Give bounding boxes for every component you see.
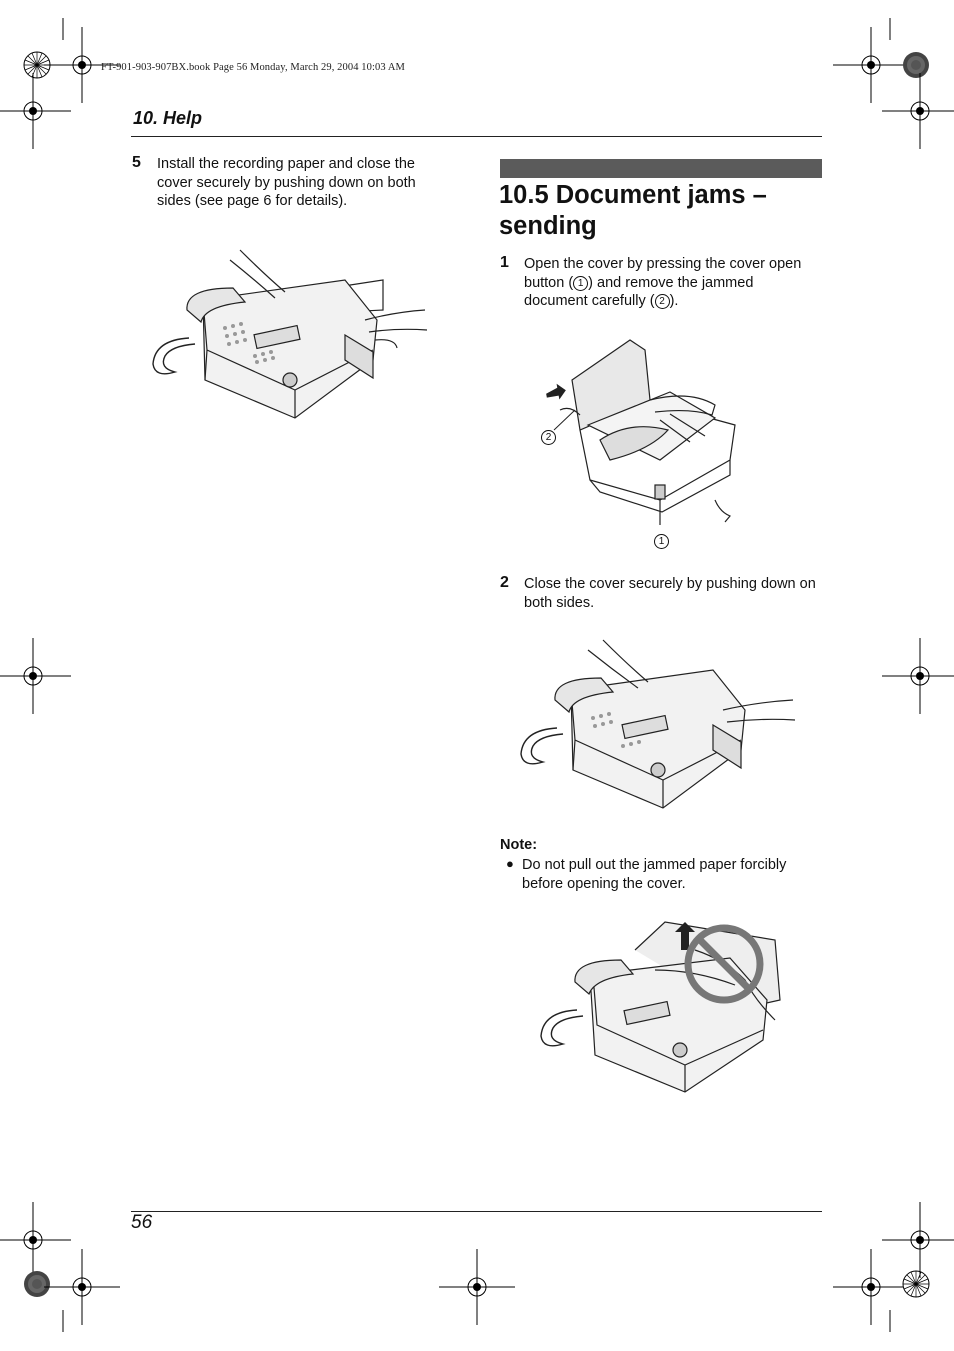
note-text [522,856,822,894]
step-5-text [157,155,457,211]
section-title: 10. Help [133,108,203,128]
header-rule [131,136,822,137]
figure-callout-1: 1 [654,532,669,550]
step-1-line: document carefully ( 2 ). [524,293,679,309]
callout-marker-2: 2 [655,294,670,309]
footer-rule [131,1211,822,1212]
note-line: before opening the cover. [522,876,686,892]
figure-callout-2: 2 [541,428,556,446]
step-5-line: cover securely by pushing down on both [157,174,416,191]
step-2-text [524,575,824,612]
step-2-line: Close the cover securely by pushing down on [524,576,816,592]
note-line: Do not pull out the jammed paper forcibly [522,857,787,873]
note-heading: Note: [500,837,538,853]
page-title-line: sending [499,212,597,240]
step-2-line: both sides. [524,594,595,611]
fax-open-cover-illustration [540,330,740,530]
page-number: 56 [131,1212,153,1233]
step-1-line: Open the cover by pressing the cover open [524,256,802,272]
fax-close-cover-illustration-2 [513,630,813,820]
section-header-bar [500,159,822,178]
step-1-text [524,255,824,311]
step-5-number: 5 [132,154,141,171]
page-title-line: 10.5 Document jams – [499,181,767,209]
print-info-line: FT-901-903-907BX.book Page 56 Monday, March 29, 2004 10:03 AM [101,62,405,73]
step-2-number: 2 [500,574,509,591]
callout-marker-1: 1 [573,276,588,291]
step-5-line: Install the recording paper and close the [157,156,415,172]
step-1-number: 1 [500,254,509,271]
step-1-line: button ( 1 ) and remove the jammed [524,274,754,291]
step-5-line: sides (see page 6 for details). [157,193,348,209]
fax-close-cover-illustration [145,240,445,430]
page-title [499,180,829,242]
note-bullet: ● [506,856,514,871]
fax-do-not-pull-illustration [535,910,795,1100]
